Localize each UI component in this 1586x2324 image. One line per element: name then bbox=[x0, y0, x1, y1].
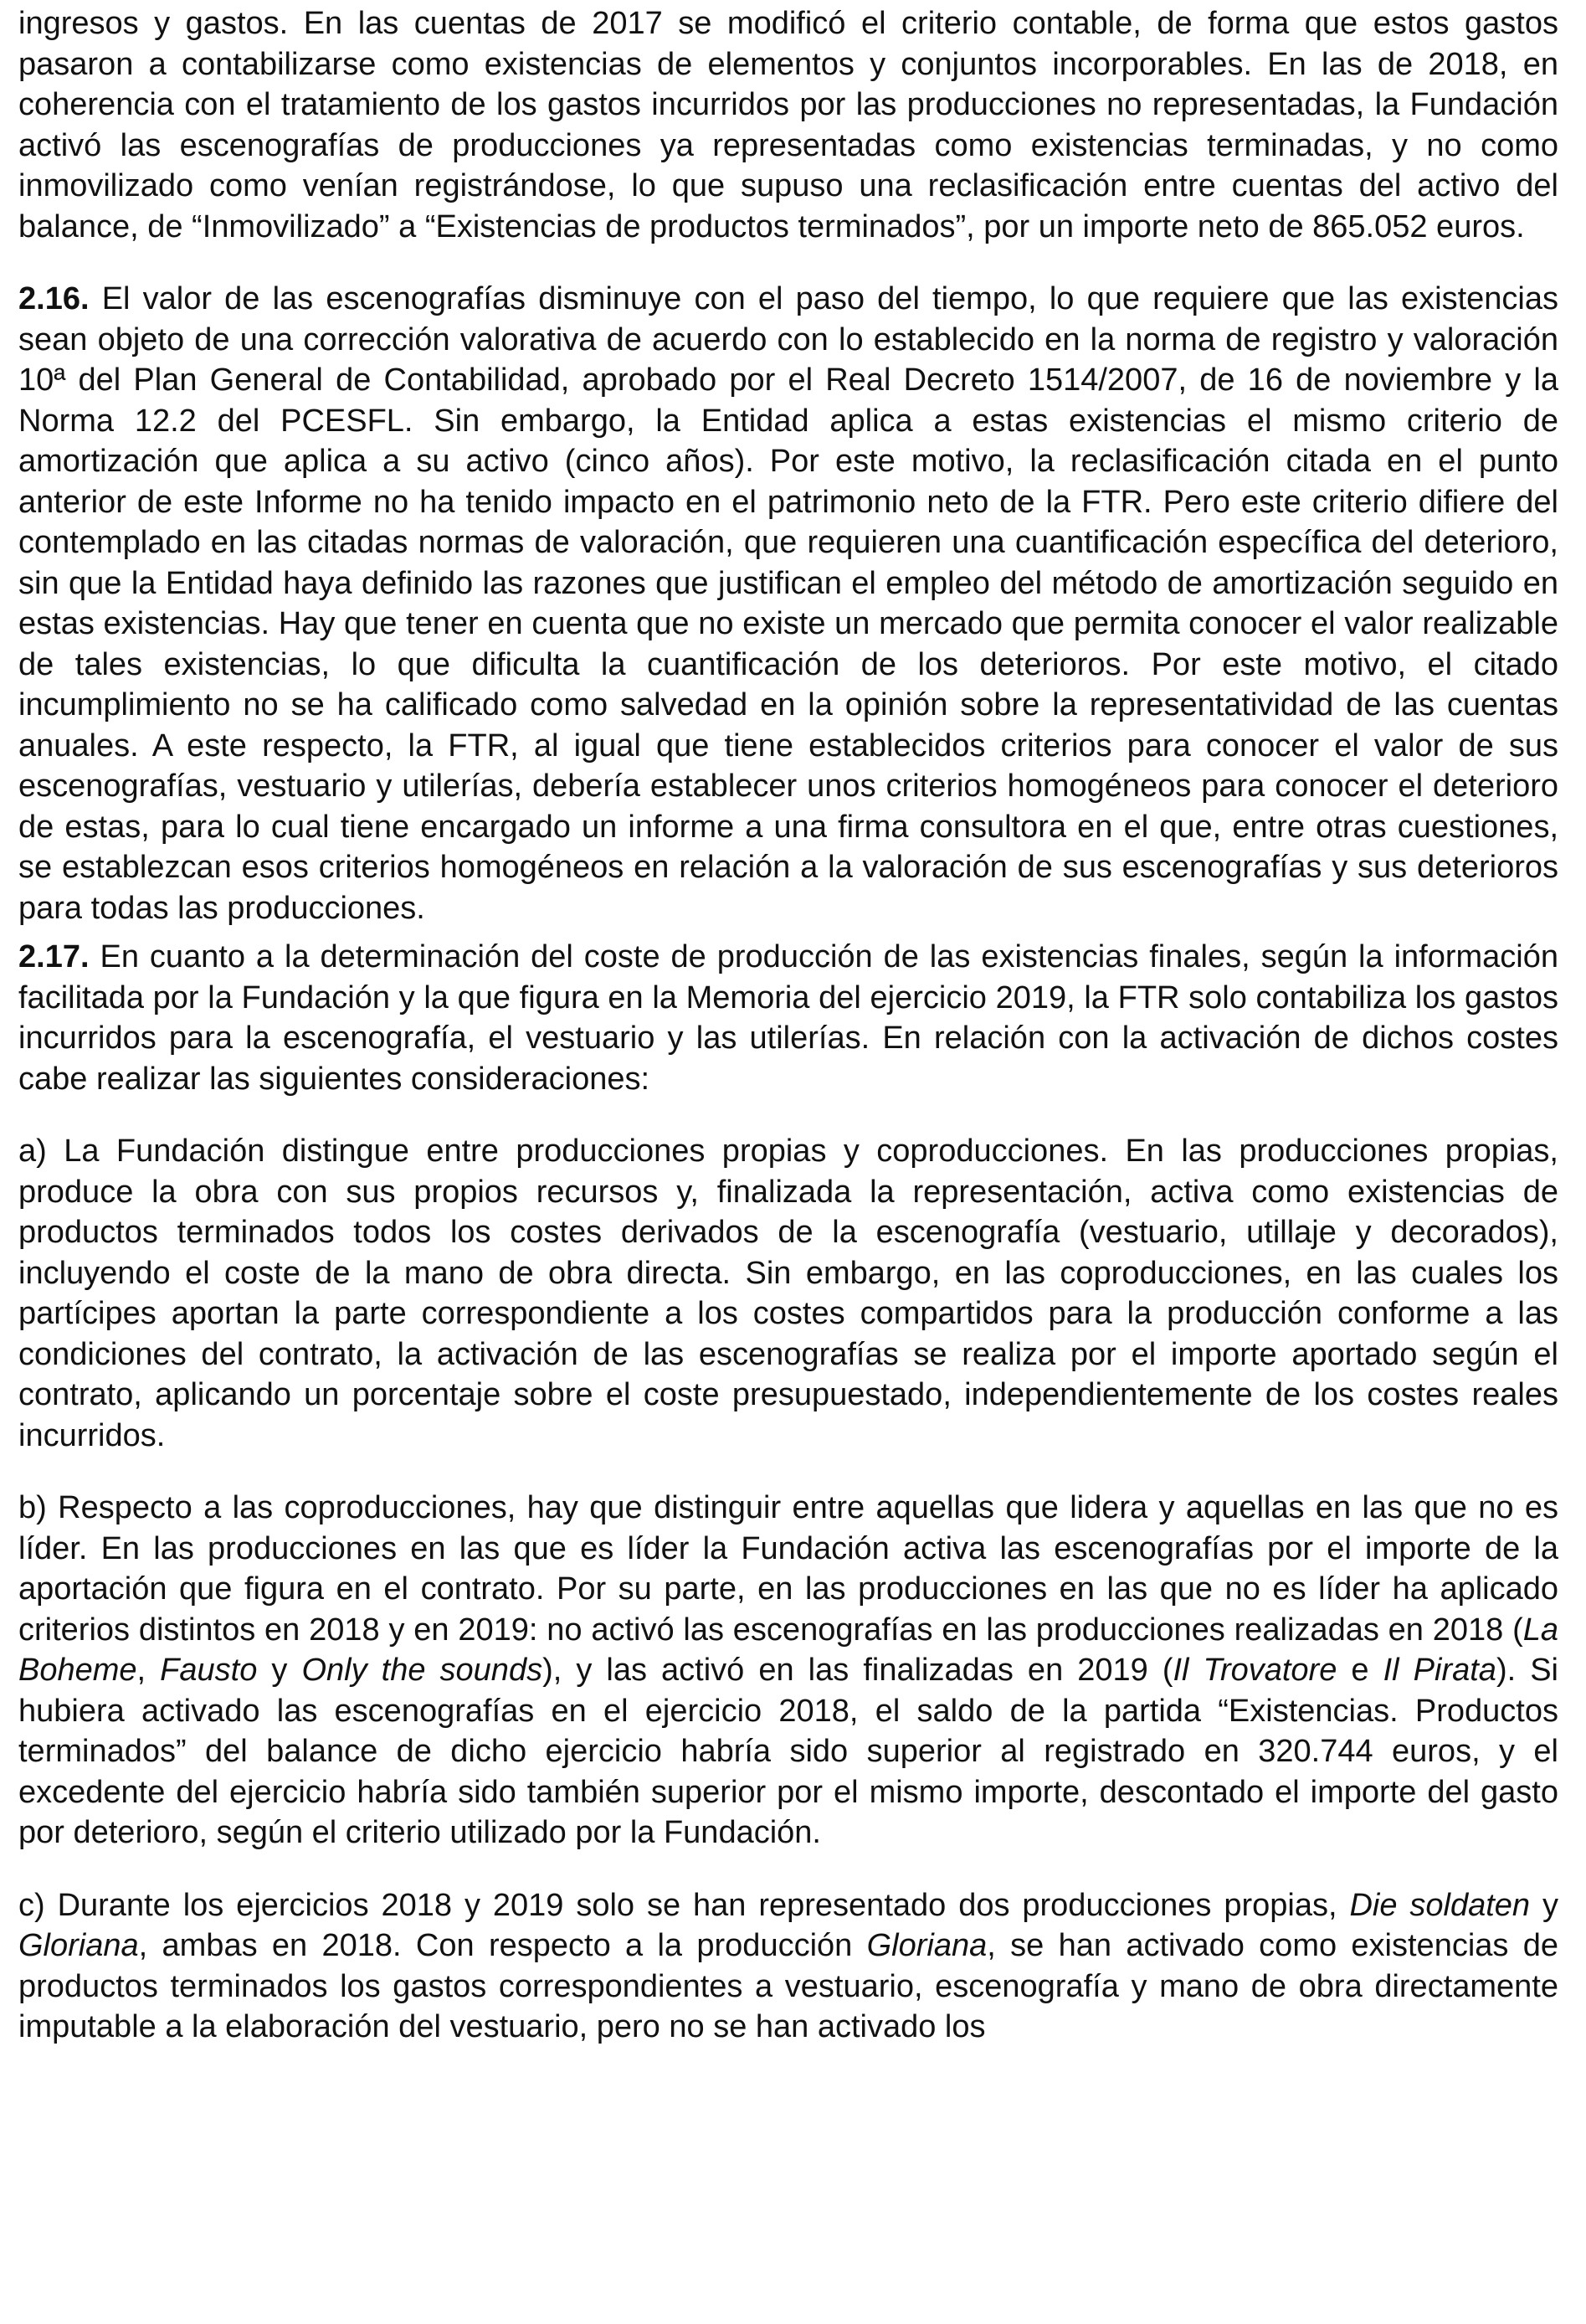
section-2-16-number: 2.16. bbox=[18, 281, 90, 316]
section-2-16 bbox=[18, 279, 1558, 928]
paragraph-a bbox=[18, 1131, 1558, 1456]
title-la-boheme: La Boheme bbox=[18, 1612, 1558, 1688]
paragraph-b-text-3: y bbox=[257, 1653, 302, 1688]
paragraph-c-text-3: , ambas en 2018. Con respecto a la producción bbox=[138, 1928, 867, 1963]
paragraph-a-text: a) La Fundación distingue entre producciones propias y coproducciones. En las producciones propias, produce la obra con sus propios recursos y, finalizada la representación, activa como existencias de productos terminados todos los costes derivados de la escenografía (vestuario, utillaje y decorados), incluyendo el coste de la mano de obra directa. Sin embargo, en las coproducciones, en las cuales los partícipes aportan la parte correspondiente a los costes compartidos para la producción conforme a las condiciones del contrato, la activación de las escenografías se realiza por el importe aportado según el contrato, aplicando un porcentaje sobre el coste presupuestado, independientemente de los costes reales incurridos. bbox=[18, 1134, 1558, 1453]
paragraph-b-text-5: e bbox=[1337, 1653, 1383, 1688]
title-only-the-sounds: Only the sounds bbox=[301, 1653, 543, 1688]
title-die-soldaten: Die soldaten bbox=[1349, 1887, 1531, 1923]
section-2-17-text: En cuanto a la determinación del coste de producción de las existencias finales, según la información facilitada por la Fundación y la que figura en la Memoria del ejercicio 2019, la FTR solo contabiliza los gastos incurridos para la escenografía, el vestuario y las utilerías. En relación con la activación de dichos costes cabe realizar las siguientes consideraciones: bbox=[18, 939, 1558, 1097]
section-2-16-text: El valor de las escenografías disminuye con el paso del tiempo, lo que requiere que las existencias sean objeto de una corrección valorativa de acuerdo con lo establecido en la norma de registro y valoración 10ª del Plan General de Contabilidad, aprobado por el Real Decreto 1514/2007, de 16 de noviembre y la Norma 12.2 del PCESFL. Sin embargo, la Entidad aplica a estas existencias el mismo criterio de amortización que aplica a su activo (cinco años). Por este motivo, la reclasificación citada en el punto anterior de este Informe no ha tenido impacto en el patrimonio neto de la FTR. Pero este criterio difiere del contemplado en las citadas normas de valoración, que requieren una cuantificación específica del deterioro, sin que la Entidad haya definido las razones que justifican el empleo del método de amortización seguido en estas existencias. Hay que tener en cuenta que no existe un mercado que permita conocer el valor realizable de tales existencias, lo que dificulta la cuantificación de los deterioros. Por este motivo, el citado incumplimiento no se ha calificado como salvedad en la opinión sobre la representatividad de las cuentas anuales. A este respecto, la FTR, al igual que tiene establecidos criterios para conocer el valor de sus escenografías, vestuario y utilerías, debería establecer unos criterios homogéneos para conocer el deterioro de estas, para lo cual tiene encargado un informe a una firma consultora en el que, entre otras cuestiones, se establezcan esos criterios homogéneos en relación a la valoración de sus escenografías y sus deterioros para todas las producciones. bbox=[18, 281, 1558, 926]
paragraph-c-text-2: y bbox=[1530, 1887, 1558, 1923]
paragraph-c bbox=[18, 1885, 1558, 2048]
document-page bbox=[18, 3, 1558, 2048]
paragraph-c-text-4: , se han activado como existencias de productos terminados los gastos correspondientes a vestuario, escenografía y mano de obra directamente imputable a la elaboración del vestuario, pero no se han activado los bbox=[18, 1928, 1558, 2044]
title-gloriana: Gloriana bbox=[18, 1928, 139, 1963]
section-2-17-number: 2.17. bbox=[18, 939, 90, 974]
title-gloriana-2: Gloriana bbox=[866, 1928, 988, 1963]
title-fausto: Fausto bbox=[160, 1653, 258, 1688]
paragraph-c-text-1: c) Durante los ejercicios 2018 y 2019 solo se han representado dos producciones propias, bbox=[18, 1887, 1350, 1923]
title-il-trovatore: Il Trovatore bbox=[1173, 1653, 1337, 1688]
paragraph-intro-text: ingresos y gastos. En las cuentas de 2017 se modificó el criterio contable, de forma que estos gastos pasaron a contabilizarse como existencias de elementos y conjuntos incorporables. En las de 2018, en coherencia con el tratamiento de los gastos incurridos por las producciones no representadas, la Fundación activó las escenografías de producciones ya representadas como existencias terminadas, y no como inmovilizado como venían registrándose, lo que supuso una reclasificación entre cuentas del activo del balance, de “Inmovilizado” a “Existencias de productos terminados”, por un importe neto de 865.052 euros. bbox=[18, 6, 1558, 244]
paragraph-b-text-2: , bbox=[136, 1653, 161, 1688]
paragraph-b-text-1: b) Respecto a las coproducciones, hay que distinguir entre aquellas que lidera y aquellas en las que no es líder. En las producciones en las que es líder la Fundación activa las escenografías por el importe de la aportación que figura en el contrato. Por su parte, en las producciones en las que no es líder ha aplicado criterios distintos en 2018 y en 2019: no activó las escenografías en las producciones realizadas en 2018 ( bbox=[18, 1490, 1558, 1648]
section-2-17 bbox=[18, 937, 1558, 1099]
paragraph-intro bbox=[18, 3, 1558, 247]
title-il-pirata: Il Pirata bbox=[1383, 1653, 1496, 1688]
paragraph-b-text-6: ). Si hubiera activado las escenografías en el ejercicio 2018, el saldo de la partida “Existencias. Productos terminados” del balance de dicho ejercicio habría sido superior al registrado en 320.744 euros, y el excedente del ejercicio habría sido también superior por el mismo importe, descontado el importe del gasto por deterioro, según el criterio utilizado por la Fundación. bbox=[18, 1653, 1558, 1850]
paragraph-b bbox=[18, 1488, 1558, 1854]
paragraph-b-text-4: ), y las activó en las finalizadas en 2019 ( bbox=[542, 1653, 1173, 1688]
